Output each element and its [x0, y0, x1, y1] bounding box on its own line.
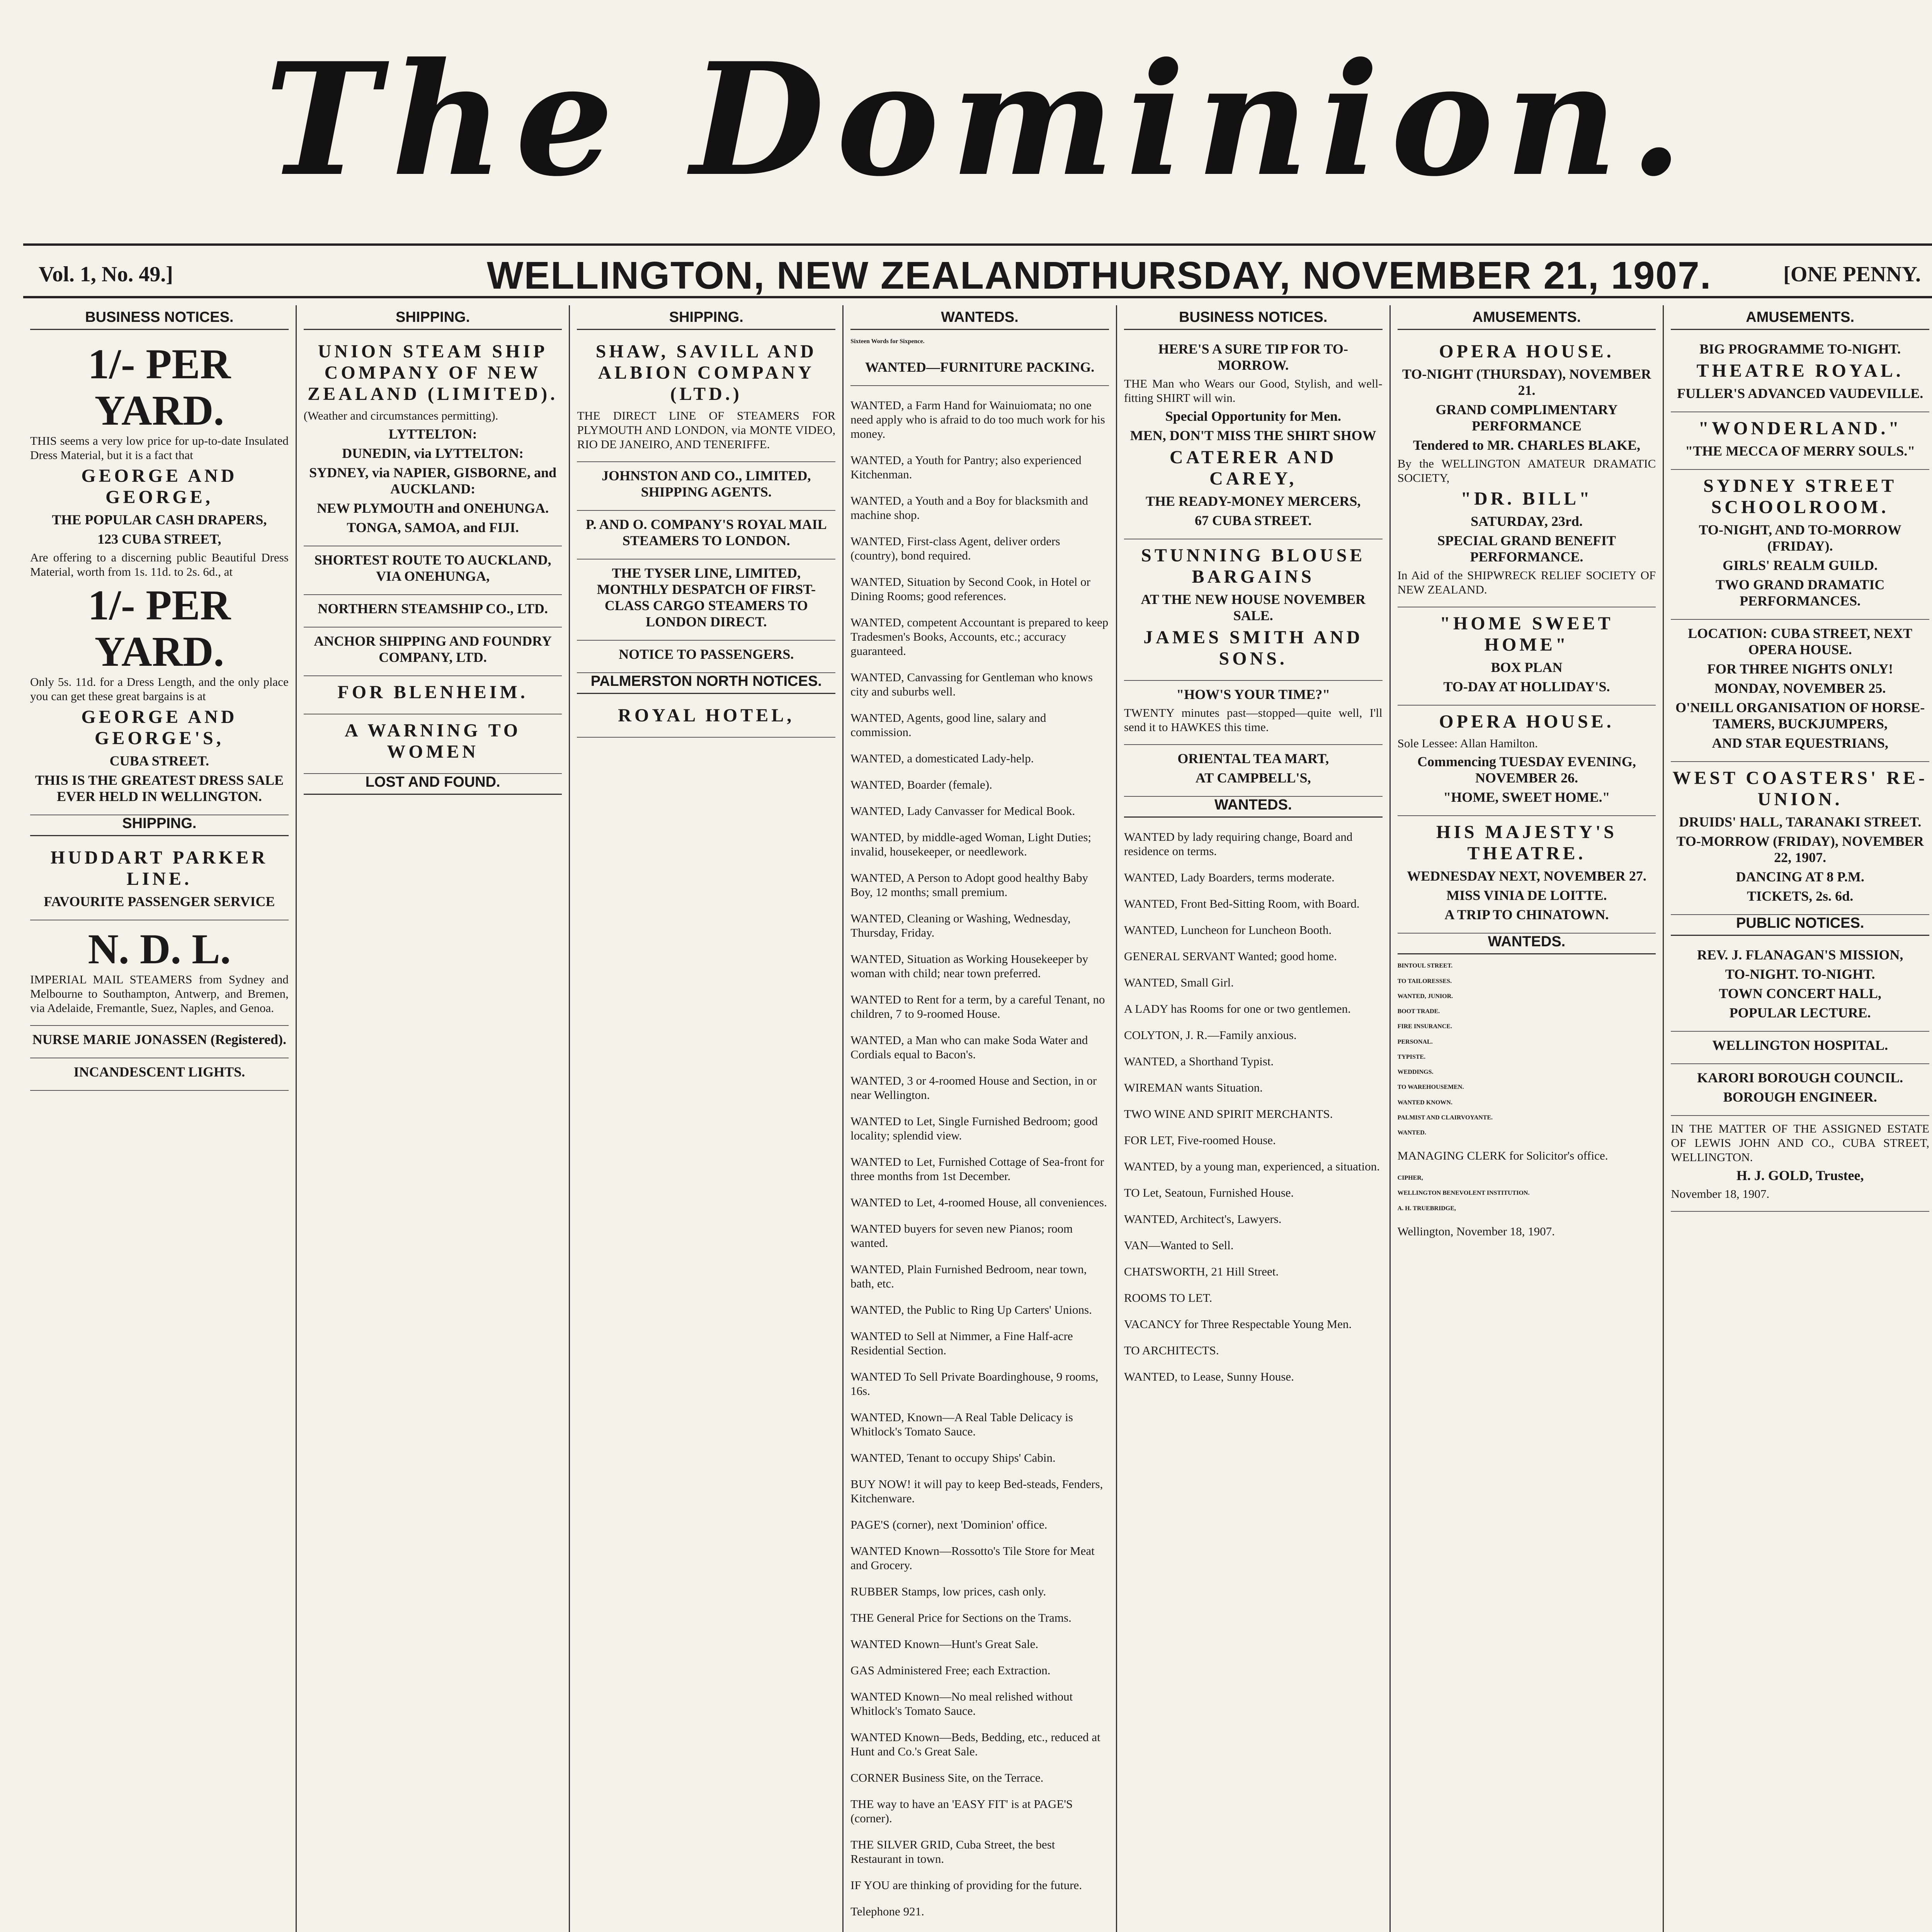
- column-heading: SHIPPING.: [304, 309, 562, 330]
- ad-karori: [1671, 1064, 1929, 1116]
- wanted-item: WANTED, Boarder (female).: [850, 777, 992, 791]
- wanted-item: WANTED to Let, 4-roomed House, all conveniences.: [850, 1195, 1107, 1209]
- ad-shortest-route: [304, 546, 562, 595]
- wanted-item: ROOMS TO LET.: [1124, 1291, 1213, 1304]
- wanted-item: WANTED, Known—A Real Table Delicacy is Whitlock's Tomato Sauce.: [850, 1410, 1073, 1438]
- wanted-item: THE way to have an 'EASY FIT' is at PAGE'S (corner).: [850, 1797, 1073, 1825]
- ad-sub: TO-NIGHT. TO-NIGHT.: [1725, 966, 1875, 982]
- wanted-item: WANTED Known—Rossotto's Tile Store for Meat and Grocery.: [850, 1544, 1095, 1572]
- ad-title: KARORI BOROUGH COUNCIL.: [1697, 1070, 1903, 1085]
- ad-majesty-theatre: [1398, 816, 1656, 934]
- ad-title: HIS MAJESTY'S THEATRE.: [1436, 822, 1617, 864]
- wanted-item: WANTED, Plain Furnished Bedroom, near town, bath, etc.: [850, 1262, 1087, 1290]
- wanted-item: WANTED, a Farm Hand for Wainuiomata; no one need apply who is afraid to do too much work for his money.: [850, 398, 1105, 440]
- column-1: [23, 305, 297, 1932]
- ad-sub: Commencing TUESDAY EVENING, NOVEMBER 26.: [1417, 754, 1636, 786]
- ad-price: 1/- PER YARD.: [88, 582, 231, 675]
- ad-sub: FOR THREE NIGHTS ONLY!: [1707, 661, 1893, 677]
- column-heading: BUSINESS NOTICES.: [30, 309, 289, 330]
- route-heading: DUNEDIN, via LYTTELTON:: [342, 446, 524, 461]
- wanted-item: MANAGING CLERK for Solicitor's office.: [1397, 1149, 1608, 1163]
- wanted-item: WANTED, Agents, good line, salary and commission.: [850, 711, 1046, 739]
- section-heading: WANTEDS.: [1398, 934, 1656, 954]
- column-heading: WANTEDS.: [850, 309, 1109, 330]
- wanted-item: WANTED Known—Beds, Bedding, etc., reduced at Hunt and Co.'s Great Sale.: [850, 1730, 1100, 1758]
- wanted-item: PAGE'S (corner), next 'Dominion' office.: [850, 1517, 1048, 1531]
- wanted-item: THE General Price for Sections on the Trams.: [850, 1611, 1071, 1624]
- wanted-item: WANTED to Rent for a term, by a careful Tenant, no children, 7 to 9-roomed House.: [850, 992, 1105, 1020]
- ad-sub: DANCING AT 8 P.M.: [1736, 869, 1864, 884]
- ad-sub: A TRIP TO CHINATOWN.: [1444, 907, 1609, 922]
- ad-firm: GEORGE AND GEORGE'S,: [81, 707, 238, 748]
- ad-shaw-savill: [577, 335, 835, 462]
- ad-title: SHAW, SAVILL AND ALBION COMPANY (LTD.): [595, 341, 817, 404]
- wanted-item: WANTED, Front Bed-Sitting Room, with Board.: [1124, 897, 1360, 910]
- ad-po: [577, 511, 835, 560]
- wanted-item: WANTED, by middle-aged Woman, Light Duties; invalid, housekeeper, or needlework.: [850, 830, 1092, 858]
- wanted-heading: PERSONAL.: [1397, 1038, 1433, 1045]
- wanted-heading: PALMIST AND CLAIRVOYANTE.: [1397, 1114, 1493, 1121]
- ad-sub: MEN, DON'T MISS THE SHIRT SHOW: [1130, 428, 1376, 443]
- wanted-item: CHATSWORTH, 21 Hill Street.: [1124, 1265, 1279, 1278]
- wanted-item: WANTED, Situation by Second Cook, in Hotel or Dining Rooms; good references.: [850, 575, 1090, 603]
- ad-sub: AT CAMPBELL'S,: [1195, 770, 1311, 786]
- ad-sub: MISS VINIA DE LOITTE.: [1446, 888, 1607, 903]
- ad-sub: BOROUGH ENGINEER.: [1723, 1089, 1877, 1105]
- wanted-heading: TO TAILORESSES.: [1397, 978, 1452, 985]
- section-heading: PALMERSTON NORTH NOTICES.: [577, 673, 835, 694]
- ad-body: By the WELLINGTON AMATEUR DRAMATIC SOCIETY,: [1397, 457, 1656, 485]
- wanted-item: TO Let, Seatoun, Furnished House.: [1124, 1186, 1294, 1199]
- ad-title: HERE'S A SURE TIP FOR TO-MORROW.: [1158, 341, 1348, 373]
- wanted-heading: FIRE INSURANCE.: [1397, 1023, 1452, 1030]
- ad-sub: BIG PROGRAMME TO-NIGHT.: [1699, 341, 1901, 357]
- price-line: [ONE PENNY.: [1783, 262, 1921, 286]
- ad-sub: FAVOURITE PASSENGER SERVICE: [44, 894, 275, 909]
- ad-note: (Weather and circumstances permitting).: [303, 409, 498, 422]
- ad-sub: TO-NIGHT, AND TO-MORROW (FRIDAY).: [1699, 522, 1901, 554]
- ad-sub: POPULAR LECTURE.: [1729, 1005, 1871, 1020]
- section-heading: SHIPPING.: [30, 815, 289, 836]
- ad-george-1: [30, 335, 289, 815]
- ad-title: REV. J. FLANAGAN'S MISSION,: [1697, 947, 1903, 963]
- ad-title: HUDDART PARKER LINE.: [50, 847, 268, 889]
- route-heading: LYTTELTON:: [388, 426, 477, 442]
- section-heading: LOST AND FOUND.: [304, 774, 562, 795]
- ad-west-coasters: [1671, 762, 1929, 915]
- column-4: [844, 305, 1117, 1932]
- ad-sub: "DR. BILL": [1461, 488, 1593, 509]
- wanted-item: WANTED to Let, Single Furnished Bedroom; good locality; splendid view.: [850, 1114, 1098, 1142]
- ad-firm: CATERER AND CAREY,: [1169, 447, 1337, 489]
- wanted-item: WANTED, competent Accountant is prepared to keep Tradesmen's Books, Accounts, etc.; accuracy guaranteed.: [850, 615, 1109, 658]
- ad-sub: FULLER'S ADVANCED VAUDEVILLE.: [1677, 386, 1923, 401]
- ad-sub: Tendered to MR. CHARLES BLAKE,: [1413, 437, 1640, 453]
- ad-sub: H. J. GOLD, Trustee,: [1736, 1168, 1864, 1183]
- wanted-heading: WANTED.: [1397, 1129, 1426, 1136]
- ad-sub: "THE MECCA OF MERRY SOULS.": [1685, 443, 1915, 459]
- ad-body: In Aid of the SHIPWRECK RELIEF SOCIETY OF NEW ZEALAND.: [1397, 568, 1656, 596]
- ad-title: UNION STEAM SHIP COMPANY OF NEW ZEALAND (LIMITED).: [308, 341, 558, 404]
- ad-sub: Special Opportunity for Men.: [1165, 408, 1341, 424]
- ad-title: "HOW'S YOUR TIME?": [1176, 687, 1330, 702]
- column-2: [297, 305, 570, 1932]
- ad-home-sweet-home: [1398, 607, 1656, 706]
- ad-body: THE Man who Wears our Good, Stylish, and well-fitting SHIRT will win.: [1124, 377, 1383, 405]
- ad-schoolroom: [1671, 470, 1929, 620]
- place-line: WELLINGTON, NEW ZEALAND.: [487, 254, 1082, 297]
- section-heading: PUBLIC NOTICES.: [1671, 915, 1929, 936]
- ad-firm: GEORGE AND GEORGE,: [81, 466, 238, 507]
- column-7: [1664, 305, 1932, 1932]
- ad-sub: GIRLS' REALM GUILD.: [1723, 558, 1878, 573]
- ad-body: IMPERIAL MAIL STEAMERS from Sydney and Melbourne to Southampton, Antwerp, and Bremen, via Adelaide, Fremantle, Suez, Naples, and Genoa.: [30, 973, 289, 1015]
- ad-address: CUBA STREET.: [109, 753, 209, 769]
- wanted-item: WANTED, a domesticated Lady-help.: [850, 751, 1034, 765]
- route-heading: TONGA, SAMOA, and FIJI.: [347, 520, 519, 535]
- ad-title: JOHNSTON AND CO., LIMITED, SHIPPING AGENTS.: [602, 468, 811, 500]
- wanted-heading: WELLINGTON BENEVOLENT INSTITUTION.: [1397, 1190, 1530, 1197]
- ad-title: ROYAL HOTEL,: [618, 705, 795, 726]
- ad-huddart: [30, 842, 289, 920]
- wanted-item: WIREMAN wants Situation.: [1124, 1081, 1263, 1094]
- ad-tagline: THIS IS THE GREATEST DRESS SALE EVER HELD IN WELLINGTON.: [35, 772, 284, 804]
- ad-sub: BOX PLAN: [1491, 660, 1563, 675]
- wanted-item: WANTED, by a young man, experienced, a situation.: [1124, 1160, 1380, 1173]
- column-3: [570, 305, 844, 1932]
- ad-sub: THE POPULAR CASH DRAPERS,: [52, 512, 267, 527]
- wanted-item: COLYTON, J. R.—Family anxious.: [1124, 1028, 1297, 1042]
- ad-hospital: [1671, 1032, 1929, 1064]
- ad-sub: AND STAR EQUESTRIANS,: [1712, 735, 1888, 751]
- wanted-item: WANTED, 3 or 4-roomed House and Section, in or near Wellington.: [850, 1073, 1097, 1102]
- masthead: [0, 0, 1932, 259]
- ad-title: ANCHOR SHIPPING AND FOUNDRY COMPANY, LTD.: [314, 633, 552, 665]
- ad-body: Sole Lessee: Allan Hamilton.: [1397, 736, 1538, 750]
- ad-body: TWENTY minutes past—stopped—quite well, I'll send it to HAWKES this time.: [1124, 706, 1383, 734]
- ad-sub: GRAND COMPLIMENTARY PERFORMANCE: [1435, 402, 1618, 434]
- wanted-heading: WANTED, JUNIOR.: [1397, 993, 1453, 1000]
- ad-sub: A. H. TRUEBRIDGE,: [1397, 1205, 1456, 1212]
- ad-title: SHORTEST ROUTE TO AUCKLAND, VIA ONEHUNGA,: [314, 552, 551, 584]
- ad-firm: JAMES SMITH AND SONS.: [1143, 627, 1363, 669]
- wanted-item: WANTED, to Lease, Sunny House.: [1124, 1370, 1294, 1383]
- ad-title: THE TYSER LINE, LIMITED, MONTHLY DESPATCH OF FIRST-CLASS CARGO STEAMERS TO LONDON DIRECT.: [597, 565, 816, 629]
- masthead-title: The Dominion.: [265, 29, 1695, 211]
- ad-text: Are offering to a discerning public Beautiful Dress Material, worth from 1s. 11d. to 2s. 6d., at: [30, 551, 289, 578]
- wanted-item: GAS Administered Free; each Extraction.: [850, 1663, 1051, 1677]
- ad-mission: [1671, 941, 1929, 1032]
- ad-notice: [577, 641, 835, 673]
- column-heading: AMUSEMENTS.: [1671, 309, 1929, 330]
- wanted-item: WANTED by lady requiring change, Board and residence on terms.: [1124, 830, 1353, 858]
- ad-warning: [304, 714, 562, 774]
- wanteds-intro: Sixteen Words for Sixpence.: [850, 338, 925, 345]
- volume-number: Vol. 1, No. 49.]: [39, 262, 173, 286]
- ad-sub: SPECIAL GRAND BENEFIT PERFORMANCE.: [1437, 533, 1616, 565]
- ad-sub: SATURDAY, 23rd.: [1471, 514, 1583, 529]
- ad-opera-house-1: [1398, 335, 1656, 607]
- ad-opera-house-2: [1398, 706, 1656, 816]
- route-heading: NEW PLYMOUTH and ONEHUNGA.: [317, 500, 549, 516]
- ad-horse-tamers: [1671, 620, 1929, 762]
- ad-hawkes: [1124, 681, 1383, 745]
- ad-lights: [30, 1058, 289, 1091]
- ad-title: FOR BLENHEIM.: [337, 682, 528, 702]
- wanted-item: GENERAL SERVANT Wanted; good home.: [1124, 949, 1337, 963]
- wanted-item: WANTED, Luncheon for Luncheon Booth.: [1124, 923, 1332, 937]
- wanted-item: WANTED to Sell at Nimmer, a Fine Half-acre Residential Section.: [850, 1329, 1073, 1357]
- ad-tyser: [577, 560, 835, 641]
- ad-sub: DRUIDS' HALL, TARANAKI STREET.: [1679, 814, 1922, 830]
- ad-theatre-royal: [1671, 335, 1929, 412]
- ad-address: 123 CUBA STREET,: [97, 531, 221, 547]
- column-6: [1391, 305, 1664, 1932]
- ad-title: P. AND O. COMPANY'S ROYAL MAIL STEAMERS TO LONDON.: [585, 517, 827, 548]
- wanted-item: VACANCY for Three Respectable Young Men.: [1124, 1317, 1352, 1331]
- ad-title: WEST COASTERS' RE-UNION.: [1672, 768, 1928, 810]
- column-5: [1117, 305, 1391, 1932]
- ad-title: NOTICE TO PASSENGERS.: [619, 646, 794, 662]
- ad-northern: [304, 595, 562, 628]
- wanted-item: WANTED, Small Girl.: [1124, 976, 1234, 989]
- wanted-item: WANTED to Let, Furnished Cottage of Sea-front for three months from 1st December.: [850, 1155, 1104, 1183]
- ad-title: ORIENTAL TEA MART,: [1177, 751, 1329, 766]
- date-line: THURSDAY, NOVEMBER 21, 1907.: [1066, 254, 1712, 297]
- ad-sub: TICKETS, 2s. 6d.: [1747, 888, 1854, 904]
- ad-packing: [850, 354, 1109, 386]
- ad-blouses: [1124, 539, 1383, 681]
- ad-title: LOCATION: CUBA STREET, NEXT OPERA HOUSE.: [1688, 626, 1913, 657]
- ad-nurse: [30, 1026, 289, 1058]
- telephone: Telephone 921.: [850, 1904, 924, 1918]
- wanted-item: WANTED, Tenant to occupy Ships' Cabin.: [850, 1451, 1056, 1464]
- wanted-item: WANTED, Lady Canvasser for Medical Book.: [850, 804, 1075, 818]
- wanted-item: WANTED, Architect's, Lawyers.: [1124, 1212, 1282, 1226]
- wanted-heading: BINTOUL STREET.: [1397, 963, 1453, 969]
- wanted-item: WANTED, A Person to Adopt good healthy Baby Boy, 12 months; small premium.: [850, 871, 1088, 899]
- section-heading: WANTEDS.: [1124, 797, 1383, 818]
- ad-anchor: [304, 628, 562, 676]
- ad-title: A WARNING TO WOMEN: [345, 720, 521, 762]
- ad-sub: "HOME, SWEET HOME.": [1443, 789, 1610, 805]
- wanted-item: A LADY has Rooms for one or two gentlemen.: [1124, 1002, 1351, 1015]
- ad-blenheim: [304, 676, 562, 714]
- wanted-item: WANTED To Sell Private Boardinghouse, 9 rooms, 16s.: [850, 1369, 1099, 1398]
- wanted-heading: TO WAREHOUSEMEN.: [1397, 1084, 1464, 1091]
- wanted-item: WANTED, Lady Boarders, terms moderate.: [1124, 871, 1335, 884]
- ad-title: NORTHERN STEAMSHIP CO., LTD.: [318, 601, 548, 616]
- route-heading: SYDNEY, via NAPIER, GISBORNE, and AUCKLAND:: [309, 465, 556, 497]
- wanted-item: BUY NOW! it will pay to keep Bed-steads, Fenders, Kitchenware.: [850, 1477, 1103, 1505]
- wanted-item: WANTED, First-class Agent, deliver orders (country), bond required.: [850, 534, 1060, 562]
- column-heading: BUSINESS NOTICES.: [1124, 309, 1383, 330]
- column-heading: SHIPPING.: [577, 309, 835, 330]
- ad-address: 67 CUBA STREET.: [1195, 513, 1312, 528]
- ad-assigned-estate: [1671, 1116, 1929, 1212]
- ad-sub: TO-DAY AT HOLLIDAY'S.: [1443, 679, 1610, 694]
- ad-title: INCANDESCENT LIGHTS.: [73, 1064, 245, 1080]
- ad-sub: THE READY-MONEY MERCERS,: [1146, 493, 1361, 509]
- wanted-item: WANTED buyers for seven new Pianos; room wanted.: [850, 1221, 1073, 1250]
- wanted-item: IF YOU are thinking of providing for the future.: [850, 1878, 1082, 1892]
- wanted-item: WANTED, a Youth for Pantry; also experienced Kitchenman.: [850, 453, 1082, 481]
- wanted-item: WANTED, the Public to Ring Up Carters' Unions.: [850, 1303, 1092, 1316]
- ad-title: "WONDERLAND.": [1698, 418, 1902, 439]
- wanted-item: RUBBER Stamps, low prices, cash only.: [850, 1584, 1046, 1598]
- ad-sub: TO-NIGHT (THURSDAY), NOVEMBER 21.: [1402, 366, 1651, 398]
- newspaper-columns: [23, 305, 1932, 1932]
- ad-sub: MONDAY, NOVEMBER 25.: [1714, 680, 1886, 696]
- ad-sub: CIPHER,: [1397, 1175, 1423, 1182]
- ad-body: THE DIRECT LINE OF STEAMERS FOR PLYMOUTH AND LONDON, via MONTE VIDEO, RIO DE JANEIRO, AND TENERIFFE.: [577, 409, 836, 451]
- ad-body: THIS seems a very low price for up-to-date Insulated Dress Material, but it is a fact that: [30, 434, 289, 462]
- wanted-item: CORNER Business Site, on the Terrace.: [850, 1770, 1044, 1784]
- wanted-item: WANTED, Situation as Working Housekeeper by woman with child; near town preferred.: [850, 952, 1088, 980]
- ad-price: 1/- PER YARD.: [88, 340, 231, 434]
- ad-title: OPERA HOUSE.: [1439, 711, 1614, 732]
- wanted-heading: TYPISTE.: [1397, 1053, 1426, 1060]
- ad-title: THEATRE ROYAL.: [1696, 361, 1904, 381]
- ad-sub: TO-MORROW (FRIDAY), NOVEMBER 22, 1907.: [1676, 833, 1924, 865]
- ad-sub: TOWN CONCERT HALL,: [1719, 986, 1881, 1001]
- ad-ndl: [30, 920, 289, 1026]
- ad-body: Only 5s. 11d. for a Dress Length, and the only place you can get these great bargains is at: [30, 675, 289, 703]
- wanted-item: WANTED, a Youth and a Boy for blacksmith and machine shop.: [850, 493, 1088, 522]
- wanted-item: WANTED, a Shorthand Typist.: [1124, 1054, 1274, 1068]
- wanted-item: WANTED Known—Hunt's Great Sale.: [850, 1637, 1039, 1651]
- wanted-item: FOR LET, Five-roomed House.: [1124, 1133, 1276, 1147]
- ad-royal-hotel: [577, 699, 835, 738]
- ad-shirts: [1124, 335, 1383, 539]
- ad-title: WANTED—FURNITURE PACKING.: [865, 359, 1095, 375]
- ad-wonderland: [1671, 412, 1929, 470]
- wanted-heading: WANTED KNOWN.: [1397, 1099, 1452, 1106]
- ad-title: STUNNING BLOUSE BARGAINS: [1141, 545, 1366, 587]
- wanted-item: VAN—Wanted to Sell.: [1124, 1238, 1234, 1252]
- wanted-item: THE SILVER GRID, Cuba Street, the best Restaurant in town.: [850, 1837, 1055, 1866]
- wanted-heading: BOOT TRADE.: [1397, 1008, 1440, 1015]
- ad-title: WELLINGTON HOSPITAL.: [1712, 1037, 1888, 1053]
- ad-sub: WEDNESDAY NEXT, NOVEMBER 27.: [1407, 868, 1646, 884]
- ad-date: Wellington, November 18, 1907.: [1397, 1224, 1555, 1238]
- ad-sub: TWO GRAND DRAMATIC PERFORMANCES.: [1716, 577, 1885, 609]
- wanted-item: TO ARCHITECTS.: [1124, 1344, 1219, 1357]
- wanted-item: TWO WINE AND SPIRIT MERCHANTS.: [1124, 1107, 1333, 1121]
- ad-title: SYDNEY STREET SCHOOLROOM.: [1703, 476, 1897, 517]
- wanted-item: WANTED, a Man who can make Soda Water and Cordials equal to Bacon's.: [850, 1033, 1088, 1061]
- ad-title: N. D. L.: [88, 925, 231, 973]
- wanted-item: WANTED Known—No meal relished without Whitlock's Tomato Sauce.: [850, 1689, 1073, 1718]
- ad-date: November 18, 1907.: [1671, 1187, 1770, 1201]
- ad-johnston: [577, 462, 835, 511]
- ad-title: NURSE MARIE JONASSEN (Registered).: [32, 1032, 287, 1047]
- ad-sub: AT THE NEW HOUSE NOVEMBER SALE.: [1141, 592, 1366, 623]
- ad-sub: O'NEILL ORGANISATION OF HORSE-TAMERS, BUCKJUMPERS,: [1675, 700, 1925, 731]
- wanted-item: WANTED, Cleaning or Washing, Wednesday, Thursday, Friday.: [850, 911, 1071, 939]
- wanted-heading: WEDDINGS.: [1397, 1069, 1434, 1076]
- ad-title: "HOME SWEET HOME": [1440, 613, 1614, 655]
- ad-union-steam: [304, 335, 562, 546]
- column-heading: AMUSEMENTS.: [1398, 309, 1656, 330]
- ad-body: IN THE MATTER OF THE ASSIGNED ESTATE OF LEWIS JOHN AND CO., CUBA STREET, WELLINGTON.: [1671, 1122, 1930, 1164]
- ad-tea-mart: [1124, 745, 1383, 797]
- ad-title: OPERA HOUSE.: [1439, 341, 1614, 362]
- dateline: [23, 243, 1932, 298]
- wanted-item: WANTED, Canvassing for Gentleman who knows city and suburbs well.: [850, 670, 1093, 698]
